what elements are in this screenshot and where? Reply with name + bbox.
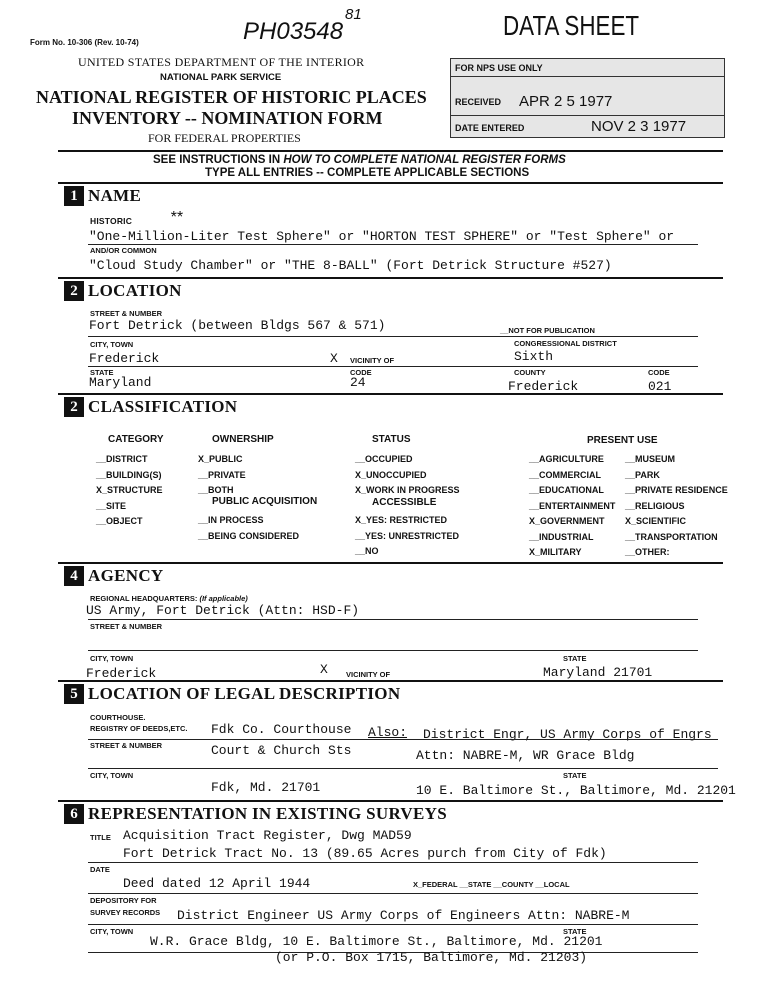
status-option[interactable]: X_UNOCCUPIED [355, 469, 427, 480]
date-entered-label: DATE ENTERED [455, 123, 525, 133]
section-number: 2 [64, 281, 84, 301]
section-legal-header [64, 684, 400, 704]
street-label: STREET & NUMBER [90, 309, 163, 318]
depository-po-box: (or P.O. Box 1715, Baltimore, Md. 21203) [275, 950, 588, 965]
courthouse-value: Fdk Co. Courthouse [211, 722, 352, 737]
section-number: 6 [64, 804, 84, 824]
historic-name-value: "One-Million-Liter Test Sphere" or "HORTON TEST SPHERE" or "Test Sphere" or [89, 229, 675, 244]
agency-city-label: CITY, TOWN [90, 654, 134, 663]
legal-state-label: STATE [563, 771, 587, 780]
survey-date-label: DATE [90, 865, 110, 874]
category-option[interactable]: __SITE [96, 500, 127, 511]
handwritten-superscript: 81 [345, 6, 362, 23]
street-value: Fort Detrick (between Bldgs 567 & 571) [89, 318, 386, 333]
section-name-header [64, 186, 141, 206]
present-use-option[interactable]: __PARK [625, 469, 660, 480]
legal-city-value: Fdk, Md. 21701 [211, 780, 321, 795]
data-sheet-title: DATA SHEET [503, 10, 640, 41]
common-name-label: AND/OR COMMON [90, 246, 157, 255]
congressional-district-label: CONGRESSIONAL DISTRICT [514, 339, 617, 348]
accessible-option[interactable]: __NO [355, 546, 379, 556]
regional-hq-value: US Army, Fort Detrick (Attn: HSD-F) [86, 603, 360, 618]
acquisition-option[interactable]: __BEING CONSIDERED [198, 530, 300, 541]
present-use-option[interactable]: __EDUCATIONAL [529, 485, 604, 495]
city-value: Frederick [89, 351, 160, 366]
not-for-publication: __NOT FOR PUBLICATION [500, 326, 595, 335]
present-use-option[interactable]: __ENTERTAINMENT [529, 500, 616, 511]
status-option[interactable]: __OCCUPIED [355, 454, 413, 464]
present-use-option[interactable]: X_GOVERNMENT [529, 516, 605, 526]
agency-city-value: Frederick [86, 666, 157, 681]
courthouse-label-line2: REGISTRY OF DEEDS,ETC. [90, 724, 188, 733]
acquisition-heading: PUBLIC ACQUISITION [212, 496, 318, 507]
instructions-line2: TYPE ALL ENTRIES -- COMPLETE APPLICABLE SECTIONS [205, 167, 530, 179]
section-number: 5 [64, 684, 84, 704]
county-code-value: 021 [648, 379, 672, 394]
depository-state-label: STATE [563, 927, 587, 936]
state-value: Maryland [89, 375, 152, 390]
survey-levels: X_FEDERAL __STATE __COUNTY __LOCAL [413, 880, 570, 889]
legal-street-label: STREET & NUMBER [90, 741, 163, 750]
also-value: District Engr, US Army Corps of Engrs [423, 727, 712, 742]
instructions-line1: SEE INSTRUCTIONS IN HOW TO COMPLETE NATIONAL REGISTER FORMS [153, 154, 566, 166]
category-option[interactable]: __BUILDING(S) [96, 469, 162, 480]
category-option[interactable]: __DISTRICT [96, 454, 148, 464]
category-option[interactable]: X_STRUCTURE [96, 485, 163, 495]
present-use-option[interactable]: __RELIGIOUS [625, 500, 685, 511]
legal-street-value: Court & Church Sts [211, 743, 352, 758]
handwritten-id: PH03548 [243, 18, 344, 45]
also-label: Also: [368, 725, 408, 740]
accessible-option[interactable]: __YES: UNRESTRICTED [355, 530, 460, 541]
legal-state-value: 10 E. Baltimore St., Baltimore, Md. 21201 [416, 783, 736, 798]
present-use-option[interactable]: __COMMERCIAL [529, 469, 602, 480]
section-location-header [64, 281, 182, 301]
nps-use-box [450, 58, 725, 138]
state-label: STATE [90, 368, 114, 377]
ownership-heading: OWNERSHIP [212, 434, 274, 445]
section-number: 4 [64, 566, 84, 586]
accessible-heading: ACCESSIBLE [372, 497, 437, 508]
section-agency-header [64, 566, 163, 586]
present-use-heading: PRESENT USE [587, 435, 658, 446]
common-name-value: "Cloud Study Chamber" or "THE 8-BALL" (Fort Detrick Structure #527) [89, 258, 612, 273]
accessible-option[interactable]: X_YES: RESTRICTED [355, 515, 448, 525]
ownership-option[interactable]: __PRIVATE [198, 469, 246, 480]
survey-title-value-line2: Fort Detrick Tract No. 13 (89.65 Acres purch from City of Fdk) [123, 846, 607, 861]
section-number: 1 [64, 186, 84, 206]
regional-hq-label: REGIONAL HEADQUARTERS: (If applicable) [90, 594, 248, 603]
acquisition-list [198, 513, 299, 544]
survey-date-value: Deed dated 12 April 1944 [123, 876, 311, 891]
category-heading: CATEGORY [108, 434, 164, 445]
code-label: CODE [350, 368, 372, 377]
present-use-option[interactable]: X_MILITARY [529, 547, 582, 557]
status-option[interactable]: X_WORK IN PROGRESS [355, 485, 460, 495]
form-title-line1: NATIONAL REGISTER OF HISTORIC PLACES [36, 87, 427, 107]
vicinity-label: VICINITY OF [350, 356, 395, 365]
received-date: APR 2 5 1977 [519, 93, 613, 110]
agency-state-label: STATE [563, 654, 587, 663]
agency-vicinity-mark: X [320, 662, 328, 677]
status-list [355, 452, 460, 499]
date-entered-value: NOV 2 3 1977 [591, 118, 687, 135]
survey-title-value-line1: Acquisition Tract Register, Dwg MAD59 [123, 828, 412, 843]
section-number: 2 [64, 397, 84, 417]
category-list [96, 452, 163, 530]
county-value: Frederick [508, 379, 579, 394]
county-label: COUNTY [514, 368, 546, 377]
legal-city-label: CITY, TOWN [90, 771, 134, 780]
nps-use-label: FOR NPS USE ONLY [455, 63, 543, 73]
status-heading: STATUS [372, 434, 411, 445]
form-subtitle: FOR FEDERAL PROPERTIES [148, 131, 301, 145]
agency-street-label: STREET & NUMBER [90, 622, 163, 631]
section-title: AGENCY [88, 566, 164, 585]
vicinity-mark: X [330, 351, 338, 366]
category-option[interactable]: __OBJECT [96, 516, 143, 526]
depository-label-line2: SURVEY RECORDS [90, 908, 161, 917]
received-label: RECEIVED [455, 97, 502, 107]
present-use-option[interactable]: __AGRICULTURE [529, 454, 604, 464]
survey-title-label: TITLE [90, 833, 111, 842]
form-title-line2: INVENTORY -- NOMINATION FORM [72, 108, 383, 128]
ownership-list [198, 452, 246, 499]
depository-label-line1: DEPOSITORY FOR [90, 896, 157, 905]
section-title: REPRESENTATION IN EXISTING SURVEYS [88, 804, 447, 823]
county-code-label: CODE [648, 368, 670, 377]
code-value: 24 [350, 375, 366, 390]
present-use-option[interactable]: X_SCIENTIFIC [625, 516, 687, 526]
ownership-option[interactable]: __BOTH [198, 485, 234, 495]
department-name: UNITED STATES DEPARTMENT OF THE INTERIOR [78, 55, 365, 69]
present-use-option[interactable]: __TRANSPORTATION [625, 531, 718, 542]
section-surveys-header [64, 804, 447, 824]
section-classification-header [64, 397, 237, 417]
present-use-list-right [625, 452, 728, 561]
section-title: LOCATION [88, 281, 182, 300]
congressional-district-value: Sixth [514, 349, 554, 364]
ownership-option[interactable]: X_PUBLIC [198, 454, 243, 464]
present-use-list-left [529, 452, 615, 561]
service-name: NATIONAL PARK SERVICE [160, 72, 282, 83]
depository-city-label: CITY, TOWN [90, 927, 134, 936]
depository-city-value: W.R. Grace Bldg, 10 E. Baltimore St., Baltimore, Md. 21201 [150, 934, 603, 949]
form-number: Form No. 10-306 (Rev. 10-74) [30, 38, 139, 47]
present-use-option[interactable]: __OTHER: [625, 547, 670, 557]
depository-value: District Engineer US Army Corps of Engineers Attn: NABRE-M [177, 908, 630, 923]
historic-mark: ** [170, 209, 183, 226]
acquisition-option[interactable]: __IN PROCESS [198, 515, 264, 525]
section-title: CLASSIFICATION [88, 397, 238, 416]
present-use-option[interactable]: __INDUSTRIAL [529, 531, 594, 542]
agency-state-value: Maryland 21701 [543, 665, 653, 680]
section-title: NAME [88, 186, 142, 205]
courthouse-label-line1: COURTHOUSE. [90, 713, 146, 722]
present-use-option[interactable]: __PRIVATE RESIDENCE [625, 485, 728, 495]
accessible-list [355, 513, 459, 560]
legal-attn-value: Attn: NABRE-M, WR Grace Bldg [416, 748, 635, 763]
city-label: CITY, TOWN [90, 340, 134, 349]
section-title: LOCATION OF LEGAL DESCRIPTION [88, 684, 401, 703]
agency-vicinity-label: VICINITY OF [346, 670, 391, 679]
present-use-option[interactable]: __MUSEUM [625, 454, 676, 464]
historic-label: HISTORIC [90, 216, 133, 226]
